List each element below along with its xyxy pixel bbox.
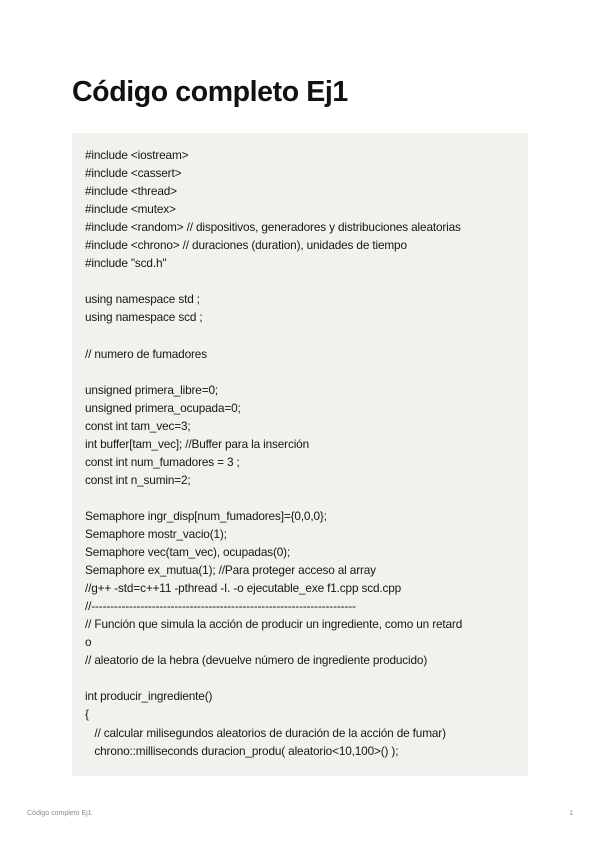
code-line: // numero de fumadores xyxy=(85,346,207,361)
code-line: // Función que simula la acción de producir un ingrediente, como un retard xyxy=(85,617,463,632)
code-line: { xyxy=(85,707,89,722)
code-line: Semaphore ex_mutua(1); //Para proteger acceso al array xyxy=(85,563,376,578)
code-line xyxy=(85,272,528,290)
page-number: 1 xyxy=(569,810,573,817)
code-line: Semaphore vec(tam_vec), ocupadas(0); xyxy=(85,545,291,560)
code-line: //g++ -std=c++11 -pthread -I. -o ejecutable_exe f1.cpp scd.cpp xyxy=(85,581,402,596)
code-line: int producir_ingrediente() xyxy=(85,689,213,704)
code-line: unsigned primera_libre=0; xyxy=(85,382,218,397)
code-line xyxy=(85,326,528,344)
code-line: o xyxy=(85,635,92,650)
code-line: int buffer[tam_vec]; //Buffer para la inserción xyxy=(85,436,309,451)
code-line: //---------------------------------------------------------------------- xyxy=(85,599,356,614)
code-line: #include "scd.h" xyxy=(85,256,167,271)
code-line: // calcular milisegundos aleatorios de duración de la acción de fumar) xyxy=(85,725,446,740)
code-line xyxy=(85,669,528,687)
code-line xyxy=(85,363,528,381)
code-line: #include <cassert> xyxy=(85,166,182,181)
code-line: unsigned primera_ocupada=0; xyxy=(85,400,241,415)
code-line: chrono::milliseconds duracion_produ( aleatorio<10,100>() ); xyxy=(85,743,399,758)
code-line: const int num_fumadores = 3 ; xyxy=(85,454,240,469)
code-line: #include <thread> xyxy=(85,184,177,199)
code-block xyxy=(72,133,528,776)
code-line: #include <chrono> // duraciones (duration), unidades de tiempo xyxy=(85,238,407,253)
code-line: #include <random> // dispositivos, generadores y distribuciones aleatorias xyxy=(85,220,461,235)
footer-doc-title: Código completo Ej1 xyxy=(27,810,92,817)
code-line: #include <mutex> xyxy=(85,202,176,217)
code-line: const int n_sumin=2; xyxy=(85,472,191,487)
code-line: using namespace scd ; xyxy=(85,310,203,325)
code-line: #include <iostream> xyxy=(85,148,189,162)
code-line: using namespace std ; xyxy=(85,292,200,307)
page-title: Código completo Ej1 xyxy=(72,76,348,108)
code-line xyxy=(85,489,528,507)
code-line: Semaphore mostr_vacio(1); xyxy=(85,526,227,541)
code-line: // aleatorio de la hebra (devuelve número de ingrediente producido) xyxy=(85,653,428,668)
code-line: Semaphore ingr_disp[num_fumadores]={0,0,0}; xyxy=(85,508,327,523)
code-line: const int tam_vec=3; xyxy=(85,418,191,433)
